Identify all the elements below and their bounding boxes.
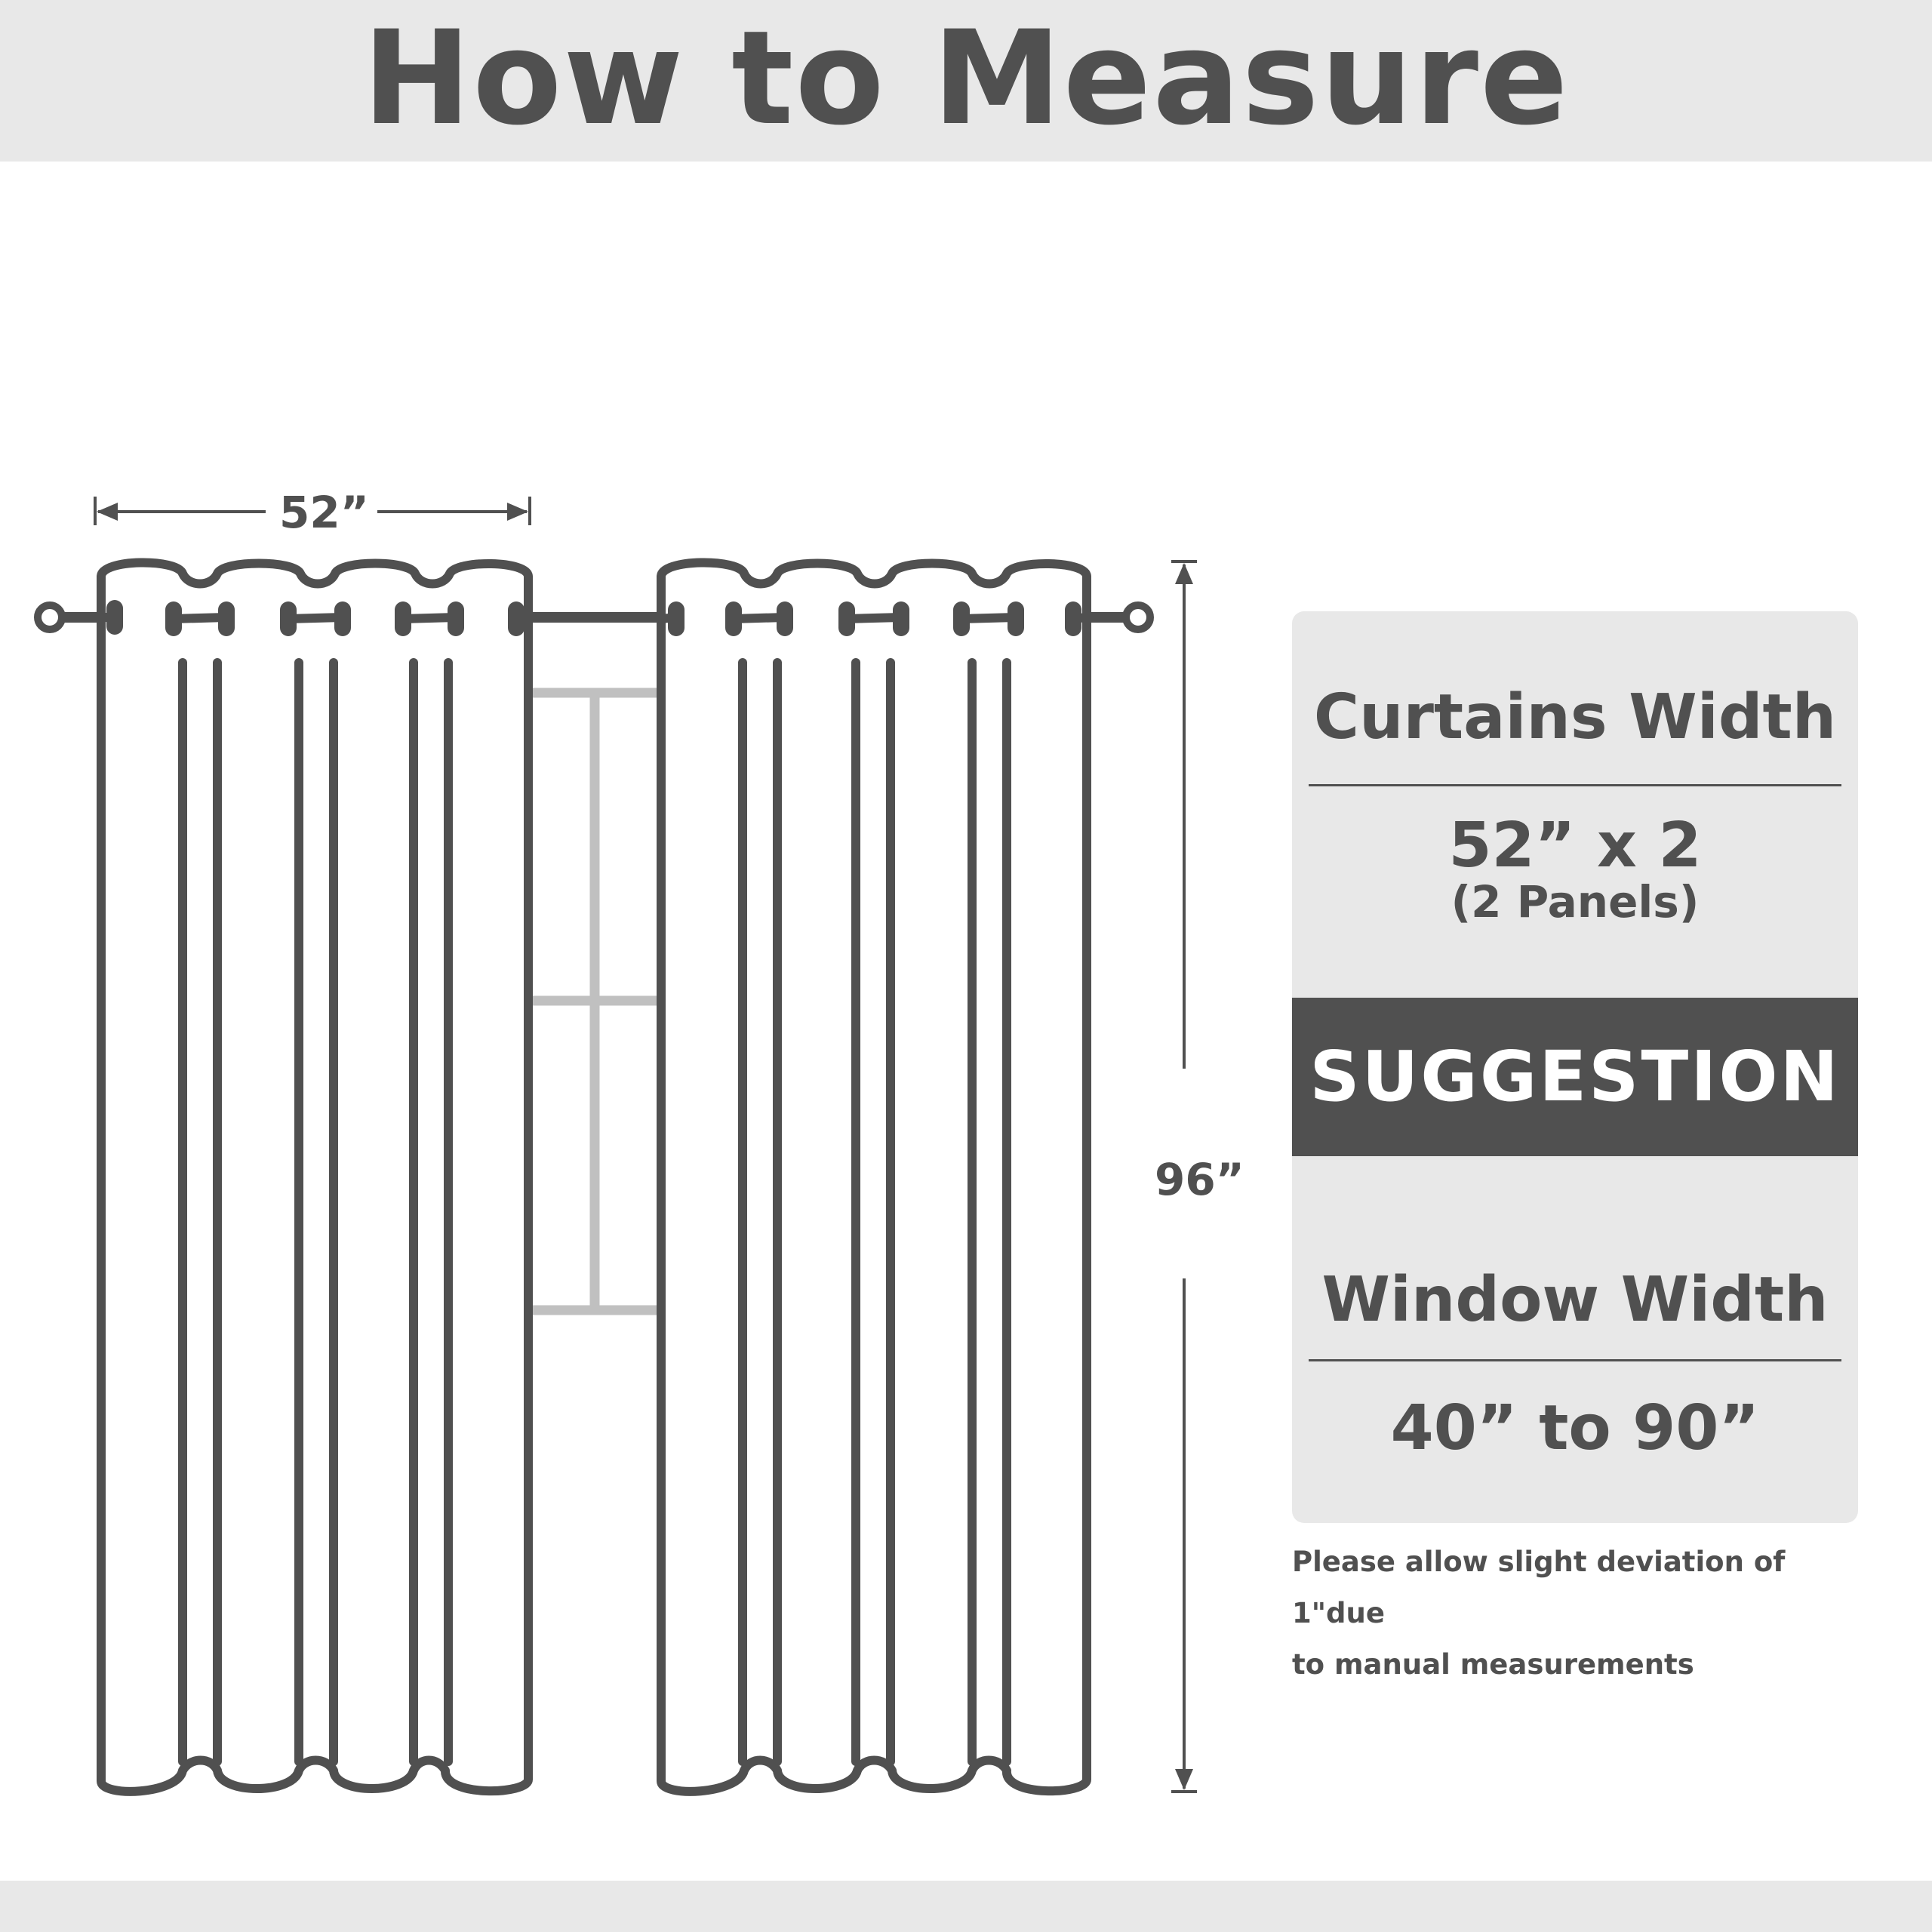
width-dimension-label: 52” [279, 487, 369, 538]
deviation-footnote [1292, 1537, 1881, 1690]
curtains-width-note: (2 Panels) [1451, 876, 1700, 928]
footnote-line-1: Please allow slight deviation of 1"due [1292, 1546, 1786, 1629]
curtains-width-value: 52” x 2 [1448, 810, 1702, 881]
footnote-line-2: to manual measurements [1292, 1648, 1694, 1681]
suggestion-label: SUGGESTION [1309, 1036, 1841, 1117]
page-title: How to Measure [362, 2, 1570, 154]
curtains-width-title: Curtains Width [1313, 681, 1837, 753]
left-curtain-panel [101, 562, 528, 1791]
suggestion-banner [1292, 998, 1858, 1156]
window-width-title: Window Width [1321, 1264, 1829, 1336]
right-curtain-panel [661, 562, 1087, 1791]
length-dimension-label: 96” [1155, 1154, 1244, 1205]
info-panel [1292, 611, 1858, 1523]
window-width-value: 40” to 90” [1390, 1392, 1760, 1464]
footer-band [0, 1881, 1932, 1932]
window-width-divider [1309, 1359, 1841, 1361]
curtains-width-divider [1309, 784, 1841, 786]
window-frame [528, 693, 661, 1310]
